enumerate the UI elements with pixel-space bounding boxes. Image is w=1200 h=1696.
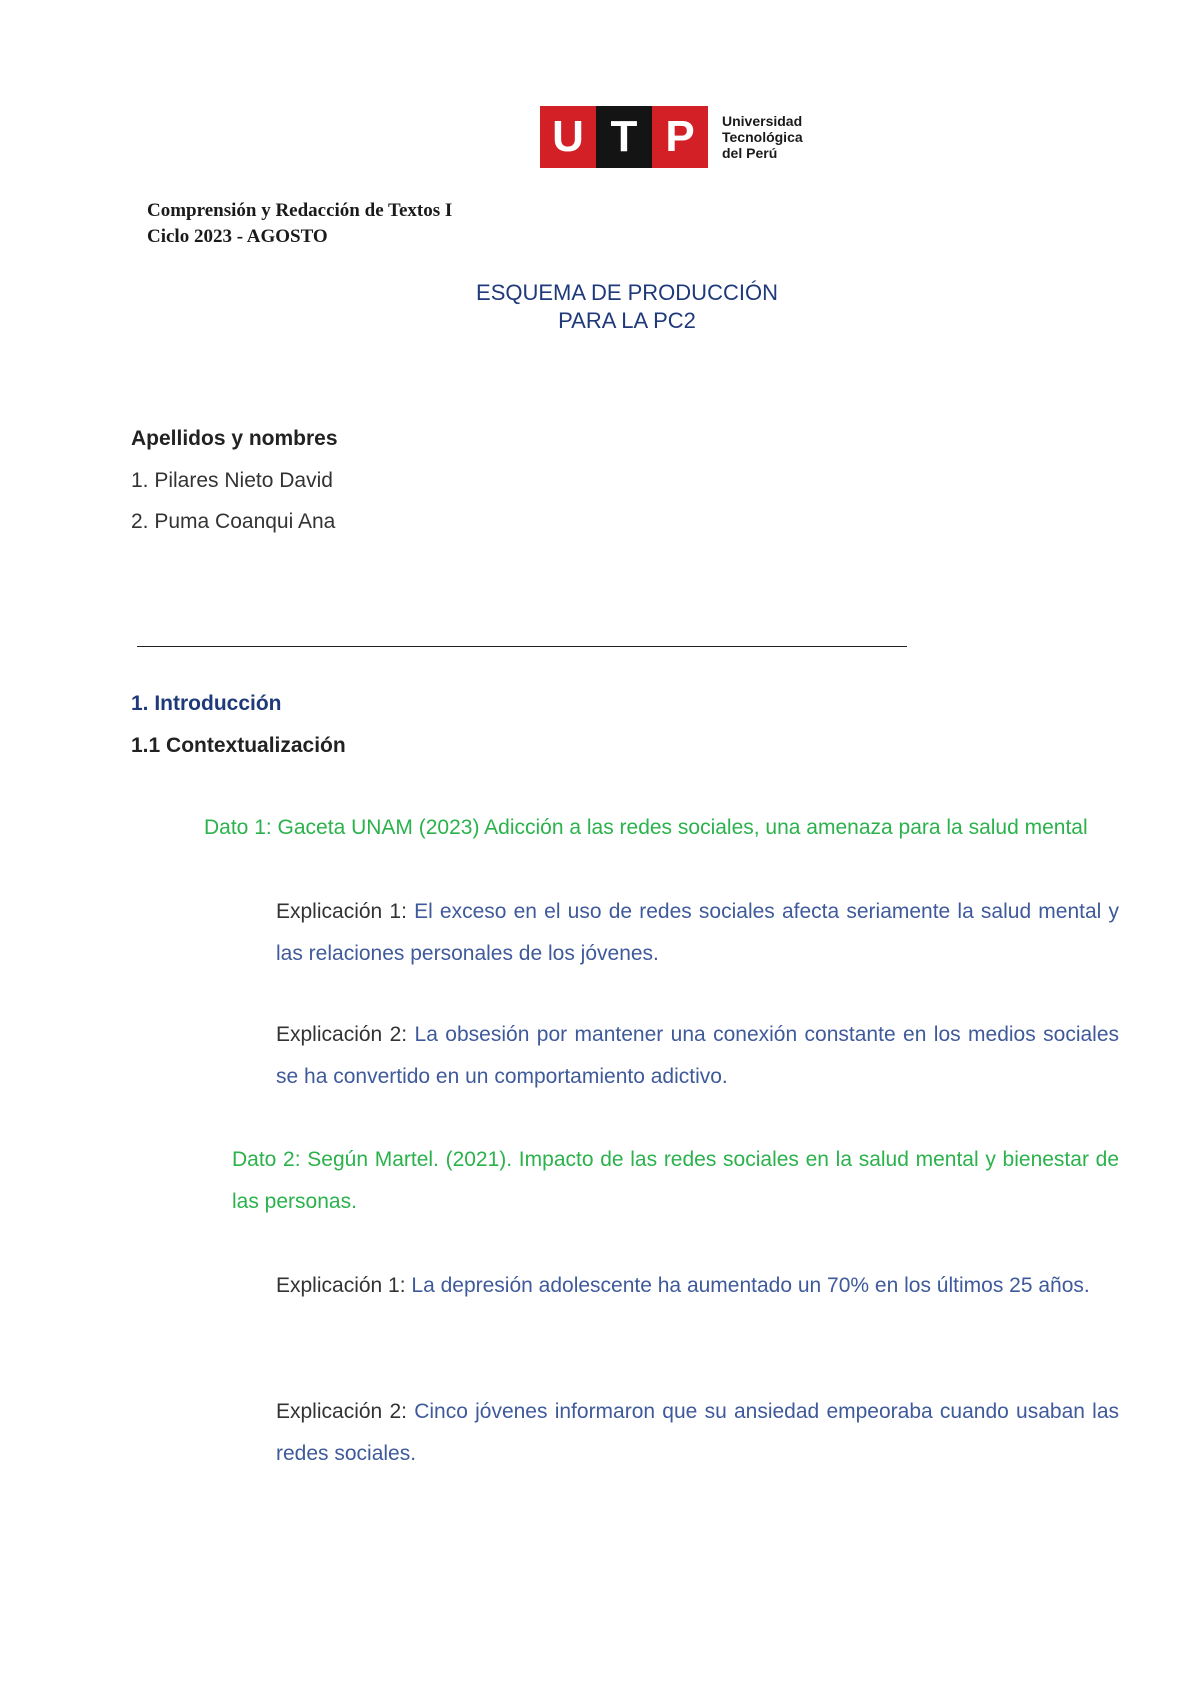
document-title: [0, 279, 1200, 335]
section-heading: 1. Introducción: [131, 692, 282, 715]
university-name-line: del Perú: [722, 145, 778, 161]
explicacion-text: Cinco jóvenes informaron que su ansiedad empeoraba cuando usaban las redes sociales.: [276, 1400, 1119, 1465]
dato-2-explicacion-2: [276, 1391, 1119, 1475]
utp-logo-letters: [540, 106, 708, 168]
title-line-1: ESQUEMA DE PRODUCCIÓN: [476, 280, 778, 305]
explicacion-text: El exceso en el uso de redes sociales afecta seriamente la salud mental y las relaciones personales de los jóvenes.: [276, 900, 1119, 965]
course-cycle: Ciclo 2023 - AGOSTO: [147, 226, 328, 247]
horizontal-rule: [137, 646, 907, 647]
explicacion-text: La depresión adolescente ha aumentado un 70% en los últimos 25 años.: [411, 1274, 1090, 1297]
utp-logo: [540, 106, 803, 168]
title-line-2: PARA LA PC2: [558, 308, 696, 333]
university-name-line: Tecnológica: [722, 129, 803, 145]
dato-1: Dato 1: Gaceta UNAM (2023) Adicción a las redes sociales, una amenaza para la salud mental: [204, 816, 1088, 839]
course-info: [147, 198, 452, 250]
explicacion-text: La obsesión por mantener una conexión constante en los medios sociales se ha convertido en un comportamiento adictivo.: [276, 1023, 1120, 1088]
explicacion-label: Explicación 2:: [276, 1400, 415, 1423]
dato-2-explicacion-1: [276, 1265, 1119, 1307]
subsection-heading: 1.1 Contextualización: [131, 734, 346, 757]
logo-letter-t: T: [596, 106, 652, 168]
student-name: 2. Puma Coanqui Ana: [131, 510, 336, 533]
dato-1-explicacion-1: [276, 891, 1119, 975]
dato-1-explicacion-2: [276, 1014, 1119, 1098]
university-name: [722, 113, 803, 161]
explicacion-label: Explicación 1:: [276, 900, 415, 923]
explicacion-label: Explicación 1:: [276, 1274, 412, 1297]
university-name-line: Universidad: [722, 113, 803, 129]
names-heading: Apellidos y nombres: [131, 427, 338, 450]
explicacion-label: Explicación 2:: [276, 1023, 415, 1046]
logo-letter-u: U: [540, 106, 596, 168]
course-name: Comprensión y Redacción de Textos I: [147, 200, 453, 221]
logo-letter-p: P: [652, 106, 708, 168]
dato-2: Dato 2: Según Martel. (2021). Impacto de las redes sociales en la salud mental y bienestar de las personas.: [232, 1148, 1119, 1213]
student-name: 1. Pilares Nieto David: [131, 469, 333, 492]
